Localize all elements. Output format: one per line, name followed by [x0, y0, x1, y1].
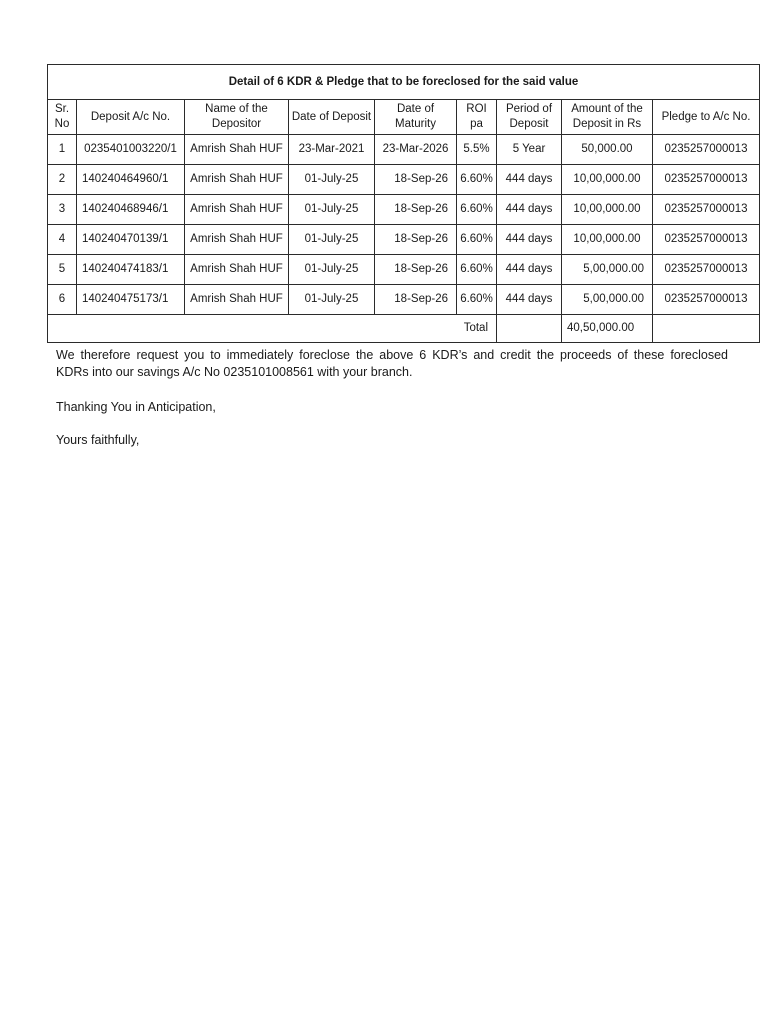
sr-no-cell: 4 — [48, 225, 77, 255]
roi-cell: 6.60% — [457, 285, 497, 315]
amount-cell: 5,00,000.00 — [562, 285, 653, 315]
depositor-name-cell: Amrish Shah HUF — [185, 225, 289, 255]
date-of-maturity-cell: 23-Mar-2026 — [375, 135, 457, 165]
column-header-date-of-maturity: Date of Maturity — [375, 100, 457, 135]
column-header-deposit-account: Deposit A/c No. — [77, 100, 185, 135]
kdr-details-table — [47, 64, 760, 343]
amount-cell: 5,00,000.00 — [562, 255, 653, 285]
amount-cell: 10,00,000.00 — [562, 225, 653, 255]
date-of-maturity-cell: 18-Sep-26 — [375, 255, 457, 285]
date-of-maturity-cell: 18-Sep-26 — [375, 225, 457, 255]
total-empty-pledge-cell — [653, 315, 760, 343]
column-header-amount: Amount of the Deposit in Rs — [562, 100, 653, 135]
pledge-account-cell: 0235257000013 — [653, 285, 760, 315]
deposit-account-cell: 140240475173/1 — [77, 285, 185, 315]
column-header-roi: ROI pa — [457, 100, 497, 135]
column-header-sr-no: Sr. No — [48, 100, 77, 135]
table-row — [48, 255, 760, 285]
column-header-pledge-account: Pledge to A/c No. — [653, 100, 760, 135]
column-header-period: Period of Deposit — [497, 100, 562, 135]
deposit-account-cell: 140240470139/1 — [77, 225, 185, 255]
sr-no-cell: 6 — [48, 285, 77, 315]
table-row — [48, 135, 760, 165]
pledge-account-cell: 0235257000013 — [653, 135, 760, 165]
period-cell: 444 days — [497, 255, 562, 285]
thanks-line: Thanking You in Anticipation, — [56, 400, 216, 414]
total-row — [48, 315, 760, 343]
sr-no-cell: 5 — [48, 255, 77, 285]
period-cell: 444 days — [497, 165, 562, 195]
depositor-name-cell: Amrish Shah HUF — [185, 255, 289, 285]
sr-no-cell: 3 — [48, 195, 77, 225]
pledge-account-cell: 0235257000013 — [653, 195, 760, 225]
sr-no-cell: 1 — [48, 135, 77, 165]
roi-cell: 5.5% — [457, 135, 497, 165]
date-of-deposit-cell: 01-July-25 — [289, 255, 375, 285]
date-of-maturity-cell: 18-Sep-26 — [375, 195, 457, 225]
roi-cell: 6.60% — [457, 225, 497, 255]
date-of-maturity-cell: 18-Sep-26 — [375, 165, 457, 195]
roi-cell: 6.60% — [457, 195, 497, 225]
amount-cell: 10,00,000.00 — [562, 165, 653, 195]
roi-cell: 6.60% — [457, 165, 497, 195]
table-row — [48, 285, 760, 315]
depositor-name-cell: Amrish Shah HUF — [185, 285, 289, 315]
pledge-account-cell: 0235257000013 — [653, 255, 760, 285]
date-of-deposit-cell: 01-July-25 — [289, 225, 375, 255]
deposit-account-cell: 140240464960/1 — [77, 165, 185, 195]
depositor-name-cell: Amrish Shah HUF — [185, 135, 289, 165]
period-cell: 444 days — [497, 195, 562, 225]
date-of-maturity-cell: 18-Sep-26 — [375, 285, 457, 315]
column-header-depositor-name: Name of the Depositor — [185, 100, 289, 135]
deposit-account-cell: 140240468946/1 — [77, 195, 185, 225]
sr-no-cell: 2 — [48, 165, 77, 195]
total-amount: 40,50,000.00 — [562, 315, 653, 343]
date-of-deposit-cell: 01-July-25 — [289, 165, 375, 195]
pledge-account-cell: 0235257000013 — [653, 165, 760, 195]
table-title: Detail of 6 KDR & Pledge that to be foreclosed for the said value — [48, 65, 760, 100]
table-header-row — [48, 100, 760, 135]
date-of-deposit-cell: 01-July-25 — [289, 195, 375, 225]
request-text-line-2: KDRs into our savings A/c No 0235101008561 with your branch. — [56, 365, 413, 379]
date-of-deposit-cell: 01-July-25 — [289, 285, 375, 315]
period-cell: 444 days — [497, 225, 562, 255]
period-cell: 444 days — [497, 285, 562, 315]
total-label: Total — [48, 315, 497, 343]
table-row — [48, 195, 760, 225]
deposit-account-cell: 140240474183/1 — [77, 255, 185, 285]
amount-cell: 10,00,000.00 — [562, 195, 653, 225]
total-empty-cell — [497, 315, 562, 343]
closing-line: Yours faithfully, — [56, 433, 140, 447]
roi-cell: 6.60% — [457, 255, 497, 285]
period-cell: 5 Year — [497, 135, 562, 165]
amount-cell: 50,000.00 — [562, 135, 653, 165]
depositor-name-cell: Amrish Shah HUF — [185, 165, 289, 195]
deposit-account-cell: 0235401003220/1 — [77, 135, 185, 165]
date-of-deposit-cell: 23-Mar-2021 — [289, 135, 375, 165]
pledge-account-cell: 0235257000013 — [653, 225, 760, 255]
request-paragraph — [56, 347, 728, 381]
depositor-name-cell: Amrish Shah HUF — [185, 195, 289, 225]
table-row — [48, 165, 760, 195]
request-text-line-1: We therefore request you to immediately foreclose the above 6 KDR’s and credit the proceeds of these foreclosed — [56, 348, 728, 362]
table-row — [48, 225, 760, 255]
column-header-date-of-deposit: Date of Deposit — [289, 100, 375, 135]
